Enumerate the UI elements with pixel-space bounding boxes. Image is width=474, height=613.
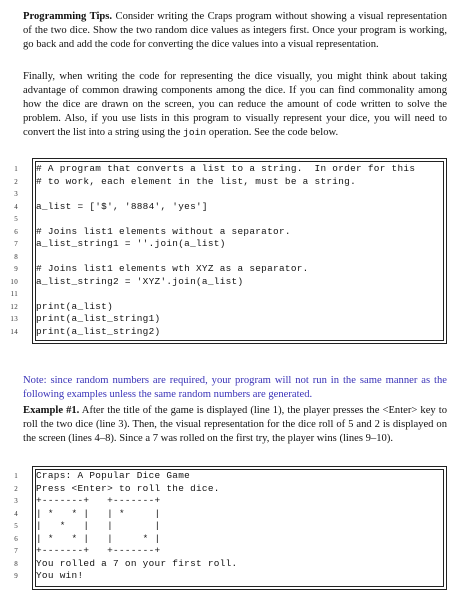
code-text: You rolled a 7 on your first roll. [36, 557, 238, 569]
line-number: 7 [14, 240, 18, 248]
code-text: +-------+ +-------+ [36, 545, 161, 556]
line-number: 11 [10, 290, 18, 298]
code-text: a_list_string1 = ''.join(a_list) [36, 238, 226, 249]
code-line [14, 238, 447, 250]
code-text: print(a_list_string2) [36, 325, 161, 337]
code-line [14, 470, 447, 482]
join-tip-text-a: Finally, when writing the code for representing the dice visually, you might think about taking advantage of common drawing components among the dice. If you can find commonality among how the dice are drawn on the screen, you can reduce the amount of code written to solve the problem. Also, if you use lists in this program to visually represent your dice, you will need to convert the list into a string using the [23, 71, 447, 138]
code-line [14, 495, 447, 507]
code-line [14, 163, 447, 175]
code-line [14, 570, 447, 582]
code-line [14, 225, 447, 238]
code-line [14, 557, 447, 570]
code-text: | * | | | [36, 520, 161, 531]
code-line [10, 325, 447, 338]
code-text: a_list_string2 = 'XYZ'.join(a_list) [36, 275, 244, 287]
line-number: 8 [14, 559, 18, 568]
code-text: Craps: A Popular Dice Game [36, 470, 191, 481]
line-number: 1 [14, 165, 18, 173]
code-text: # Joins list1 elements wth XYZ as a separator. [36, 263, 309, 274]
line-number: 5 [14, 522, 18, 530]
join-tip-paragraph [23, 70, 447, 140]
code-text: print(a_list_string1) [36, 313, 161, 324]
code-text: +-------+ +-------+ [36, 495, 161, 506]
line-number: 2 [14, 177, 18, 186]
code-line [10, 300, 447, 313]
code-text: a_list = ['$', '8884', 'yes'] [36, 200, 208, 212]
craps-output-listing [14, 466, 447, 590]
code-text: | * * | | * | [36, 532, 161, 544]
code-line [14, 200, 447, 213]
line-number: 4 [14, 509, 18, 518]
line-number: 9 [14, 572, 18, 580]
code-text: print(a_list) [36, 300, 114, 312]
line-number: 2 [14, 484, 18, 493]
line-number: 3 [14, 190, 18, 198]
code-line [10, 313, 447, 325]
example-heading: Example #1. [23, 405, 80, 416]
line-number: 10 [10, 277, 18, 286]
line-number: 8 [14, 252, 18, 261]
join-tip-text-b: operation. See the code below. [208, 127, 339, 138]
code-line [14, 263, 447, 275]
programming-tips-heading: Programming Tips. [23, 11, 113, 22]
example-text: After the title of the game is displayed (line 1), the player presses the <Enter> key to roll the two dice (line 3). Then, the visual representation for the dice roll of 5 and 2 is displayed on the screen (lines 4–8). Since a 7 was rolled on the first try, the player wins (lines 9–10). [23, 405, 447, 444]
code-line [14, 251, 447, 263]
code-line [10, 288, 447, 300]
code-text: Press <Enter> to roll the dice. [36, 482, 220, 494]
code-line [14, 482, 447, 495]
code-line [14, 545, 447, 557]
line-number: 3 [14, 497, 18, 505]
line-number: 5 [14, 215, 18, 223]
line-number: 13 [10, 315, 18, 323]
programming-tips-paragraph [23, 10, 447, 52]
code-text: # Joins list1 elements without a separator. [36, 225, 291, 237]
random-numbers-note: Note: since random numbers are required, your program will not run in the same manner as the following examples unless the same random numbers are generated. [23, 375, 447, 400]
line-number: 1 [14, 472, 18, 480]
code-line [14, 532, 447, 545]
code-text: # A program that converts a list to a string. In order for this [36, 163, 416, 174]
line-number: 7 [14, 547, 18, 555]
line-number: 9 [14, 265, 18, 273]
code-text: # to work, each element in the list, must be a string. [36, 175, 356, 187]
code-line [14, 520, 447, 532]
code-line [10, 275, 447, 288]
code-line [14, 188, 447, 200]
join-code-word: join [183, 127, 207, 138]
line-number: 6 [14, 534, 18, 543]
code-line [14, 507, 447, 520]
example-paragraph [23, 404, 447, 446]
code-line [14, 175, 447, 188]
line-number: 6 [14, 227, 18, 236]
line-number: 4 [14, 202, 18, 211]
code-text: You win! [36, 570, 84, 581]
line-number: 14 [10, 327, 18, 336]
programming-tips-text: Consider writing the Craps program without showing a visual representation of the two dice. Show the two random dice values as integers first. Once your program is working, go back and add the code for converting the dice values into a visual representation. [23, 11, 448, 50]
join-code-listing [10, 158, 447, 344]
code-text: | * * | | * | [36, 507, 161, 519]
line-number: 12 [10, 302, 18, 311]
code-line [14, 213, 447, 225]
